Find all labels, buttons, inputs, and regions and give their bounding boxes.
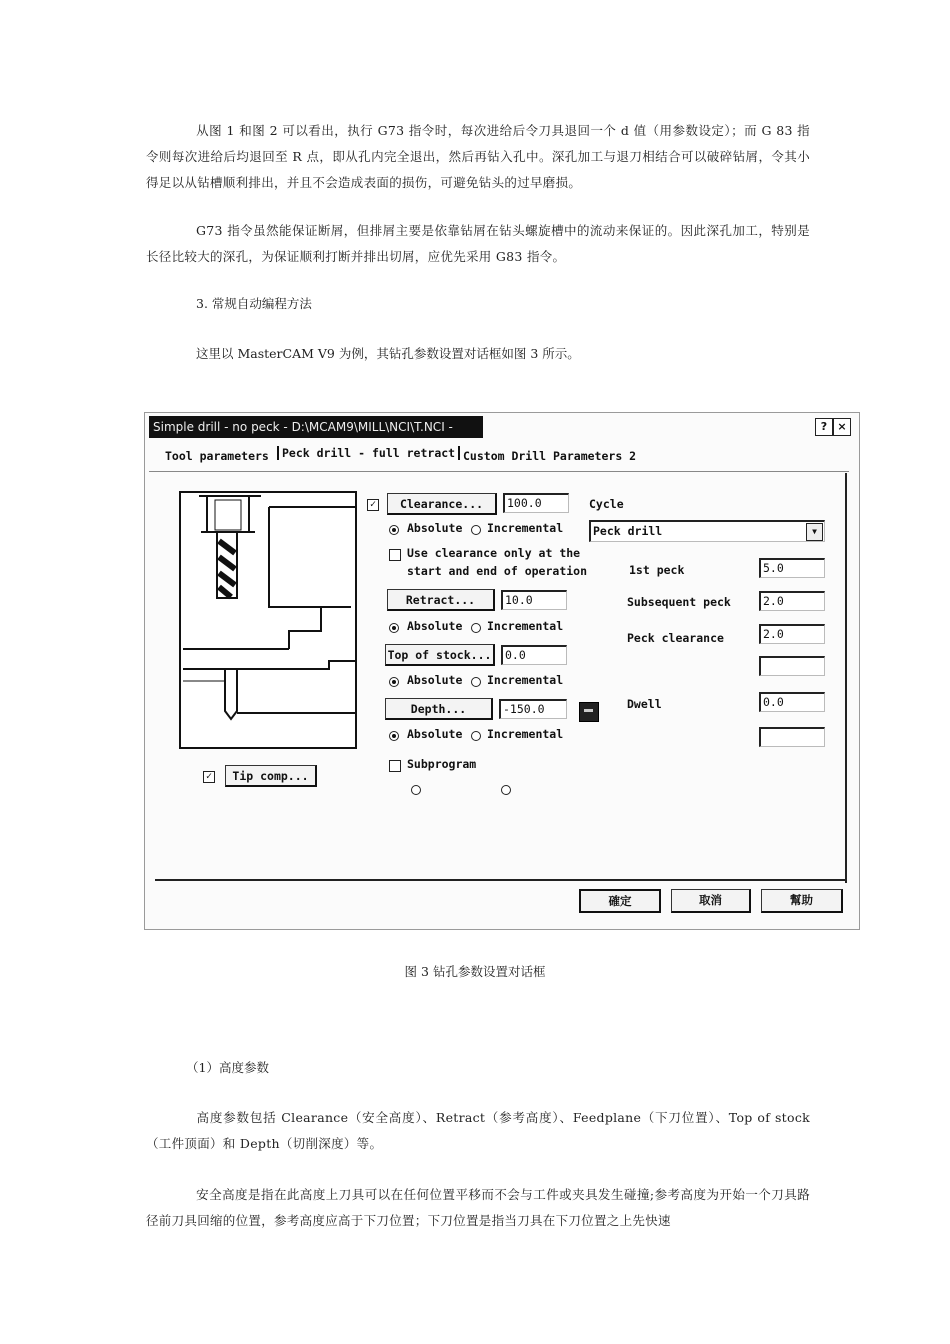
depth-incremental-label: Incremental — [487, 727, 564, 741]
depth-absolute-label: Absolute — [407, 727, 463, 741]
clearance-checkbox[interactable]: ✓ — [367, 499, 379, 511]
top-of-stock-input[interactable]: 0.0 — [501, 645, 567, 665]
clearance-absolute-radio[interactable] — [389, 525, 399, 535]
section-heading: 3. 常规自动编程方法 — [196, 296, 312, 311]
subprogram-option-1-radio[interactable] — [411, 785, 421, 795]
use-clearance-checkbox[interactable] — [389, 549, 401, 561]
clearance-input[interactable]: 100.0 — [503, 493, 569, 513]
dwell-input[interactable]: 0.0 — [759, 692, 825, 712]
help-icon[interactable]: ? — [815, 418, 833, 436]
subsequent-peck-input[interactable]: 2.0 — [759, 591, 825, 611]
subprogram-checkbox[interactable] — [389, 760, 401, 772]
calculator-icon[interactable] — [579, 702, 599, 722]
drill-diagram — [179, 491, 357, 749]
figure-caption: 图 3 钻孔参数设置对话框 — [404, 964, 546, 979]
ok-button[interactable]: 確定 — [579, 889, 661, 913]
cancel-button[interactable]: 取消 — [671, 889, 751, 913]
clearance-incremental-label: Incremental — [487, 521, 564, 535]
tab-underline — [149, 471, 849, 472]
clearance-absolute-label: Absolute — [407, 521, 463, 535]
empty-input-2[interactable] — [759, 727, 825, 747]
retract-input[interactable]: 10.0 — [501, 590, 567, 610]
retract-incremental-radio[interactable] — [471, 623, 481, 633]
paragraph-5: 安全高度是指在此高度上刀具可以在任何位置平移而不会与工件或夹具发生碰撞;参考高度为开始一个刀具路径前刀具回缩的位置，参考高度应高于下刀位置；下刀位置是指当刀具在下刀位置之上先快速 — [146, 1187, 810, 1228]
clearance-incremental-radio[interactable] — [471, 525, 481, 535]
retract-absolute-radio[interactable] — [389, 623, 399, 633]
depth-input[interactable]: -150.0 — [499, 699, 567, 719]
subsequent-peck-label: Subsequent peck — [627, 595, 731, 609]
cycle-label: Cycle — [589, 497, 624, 511]
tab-tool-parameters[interactable]: Tool parameters — [165, 449, 269, 463]
tab-peck-drill[interactable]: Peck drill - full retract — [277, 446, 460, 460]
chevron-down-icon[interactable]: ▼ — [806, 523, 823, 541]
use-clearance-label-2: start and end of operation — [407, 564, 588, 578]
depth-button[interactable]: Depth... — [385, 698, 493, 720]
depth-incremental-radio[interactable] — [471, 731, 481, 741]
retract-absolute-label: Absolute — [407, 619, 463, 633]
subprogram-label: Subprogram — [407, 757, 477, 771]
panel-right-border — [845, 473, 847, 883]
dialog-title: Simple drill - no peck - D:\MCAM9\MILL\NCI\T.NCI - — [149, 416, 483, 438]
close-icon[interactable]: × — [833, 418, 851, 436]
help-button[interactable]: 幫助 — [761, 889, 843, 913]
top-incremental-radio[interactable] — [471, 677, 481, 687]
dwell-label: Dwell — [627, 697, 662, 711]
clearance-button[interactable]: Clearance... — [387, 493, 497, 515]
paragraph-4: 高度参数包括 Clearance（安全高度）、Retract（参考高度）、Feedplane（下刀位置）、Top of stock（工件顶面）和 Depth（切削深度）等。 — [146, 1110, 810, 1151]
empty-input-1[interactable] — [759, 656, 825, 676]
retract-button[interactable]: Retract... — [387, 589, 495, 611]
cycle-select-value: Peck drill — [593, 524, 663, 538]
top-absolute-label: Absolute — [407, 673, 463, 687]
use-clearance-label-1: Use clearance only at the — [407, 546, 581, 560]
paragraph-1: 从图 1 和图 2 可以看出，执行 G73 指令时，每次进给后令刀具退回一个 d 值（用参数设定）；而 G 83 指令则每次进给后均退回至 R 点，即从孔内完全退出，然后再钻入孔中。深孔加工与退刀相结合可以破碎钻屑，令其小得足以从钻槽顺利排出，并且不会造成表面的损伤，可避免钻头的过早磨损。 — [146, 123, 810, 190]
subsection-heading: （1）高度参数 — [186, 1060, 269, 1075]
top-absolute-radio[interactable] — [389, 677, 399, 687]
cycle-select[interactable] — [589, 520, 825, 542]
top-of-stock-button[interactable]: Top of stock... — [385, 644, 495, 666]
drill-parameters-dialog — [144, 412, 860, 930]
top-incremental-label: Incremental — [487, 673, 564, 687]
tip-comp-checkbox[interactable]: ✓ — [203, 771, 215, 783]
tip-comp-button[interactable]: Tip comp... — [225, 765, 317, 787]
peck-clearance-label: Peck clearance — [627, 631, 724, 645]
first-peck-input[interactable]: 5.0 — [759, 558, 825, 578]
first-peck-label: 1st peck — [629, 563, 685, 577]
panel-bottom-border — [155, 879, 847, 881]
peck-clearance-input[interactable]: 2.0 — [759, 624, 825, 644]
paragraph-3: 这里以 MasterCAM V9 为例，其钻孔参数设置对话框如图 3 所示。 — [196, 346, 580, 361]
subprogram-option-2-radio[interactable] — [501, 785, 511, 795]
tab-custom-drill[interactable]: Custom Drill Parameters 2 — [463, 449, 637, 463]
depth-absolute-radio[interactable] — [389, 731, 399, 741]
retract-incremental-label: Incremental — [487, 619, 564, 633]
paragraph-2: G73 指令虽然能保证断屑，但排屑主要是依靠钻屑在钻头螺旋槽中的流动来保证的。因此深孔加工，特别是长径比较大的深孔，为保证顺利打断并排出切屑，应优先采用 G83 指令。 — [146, 223, 810, 264]
